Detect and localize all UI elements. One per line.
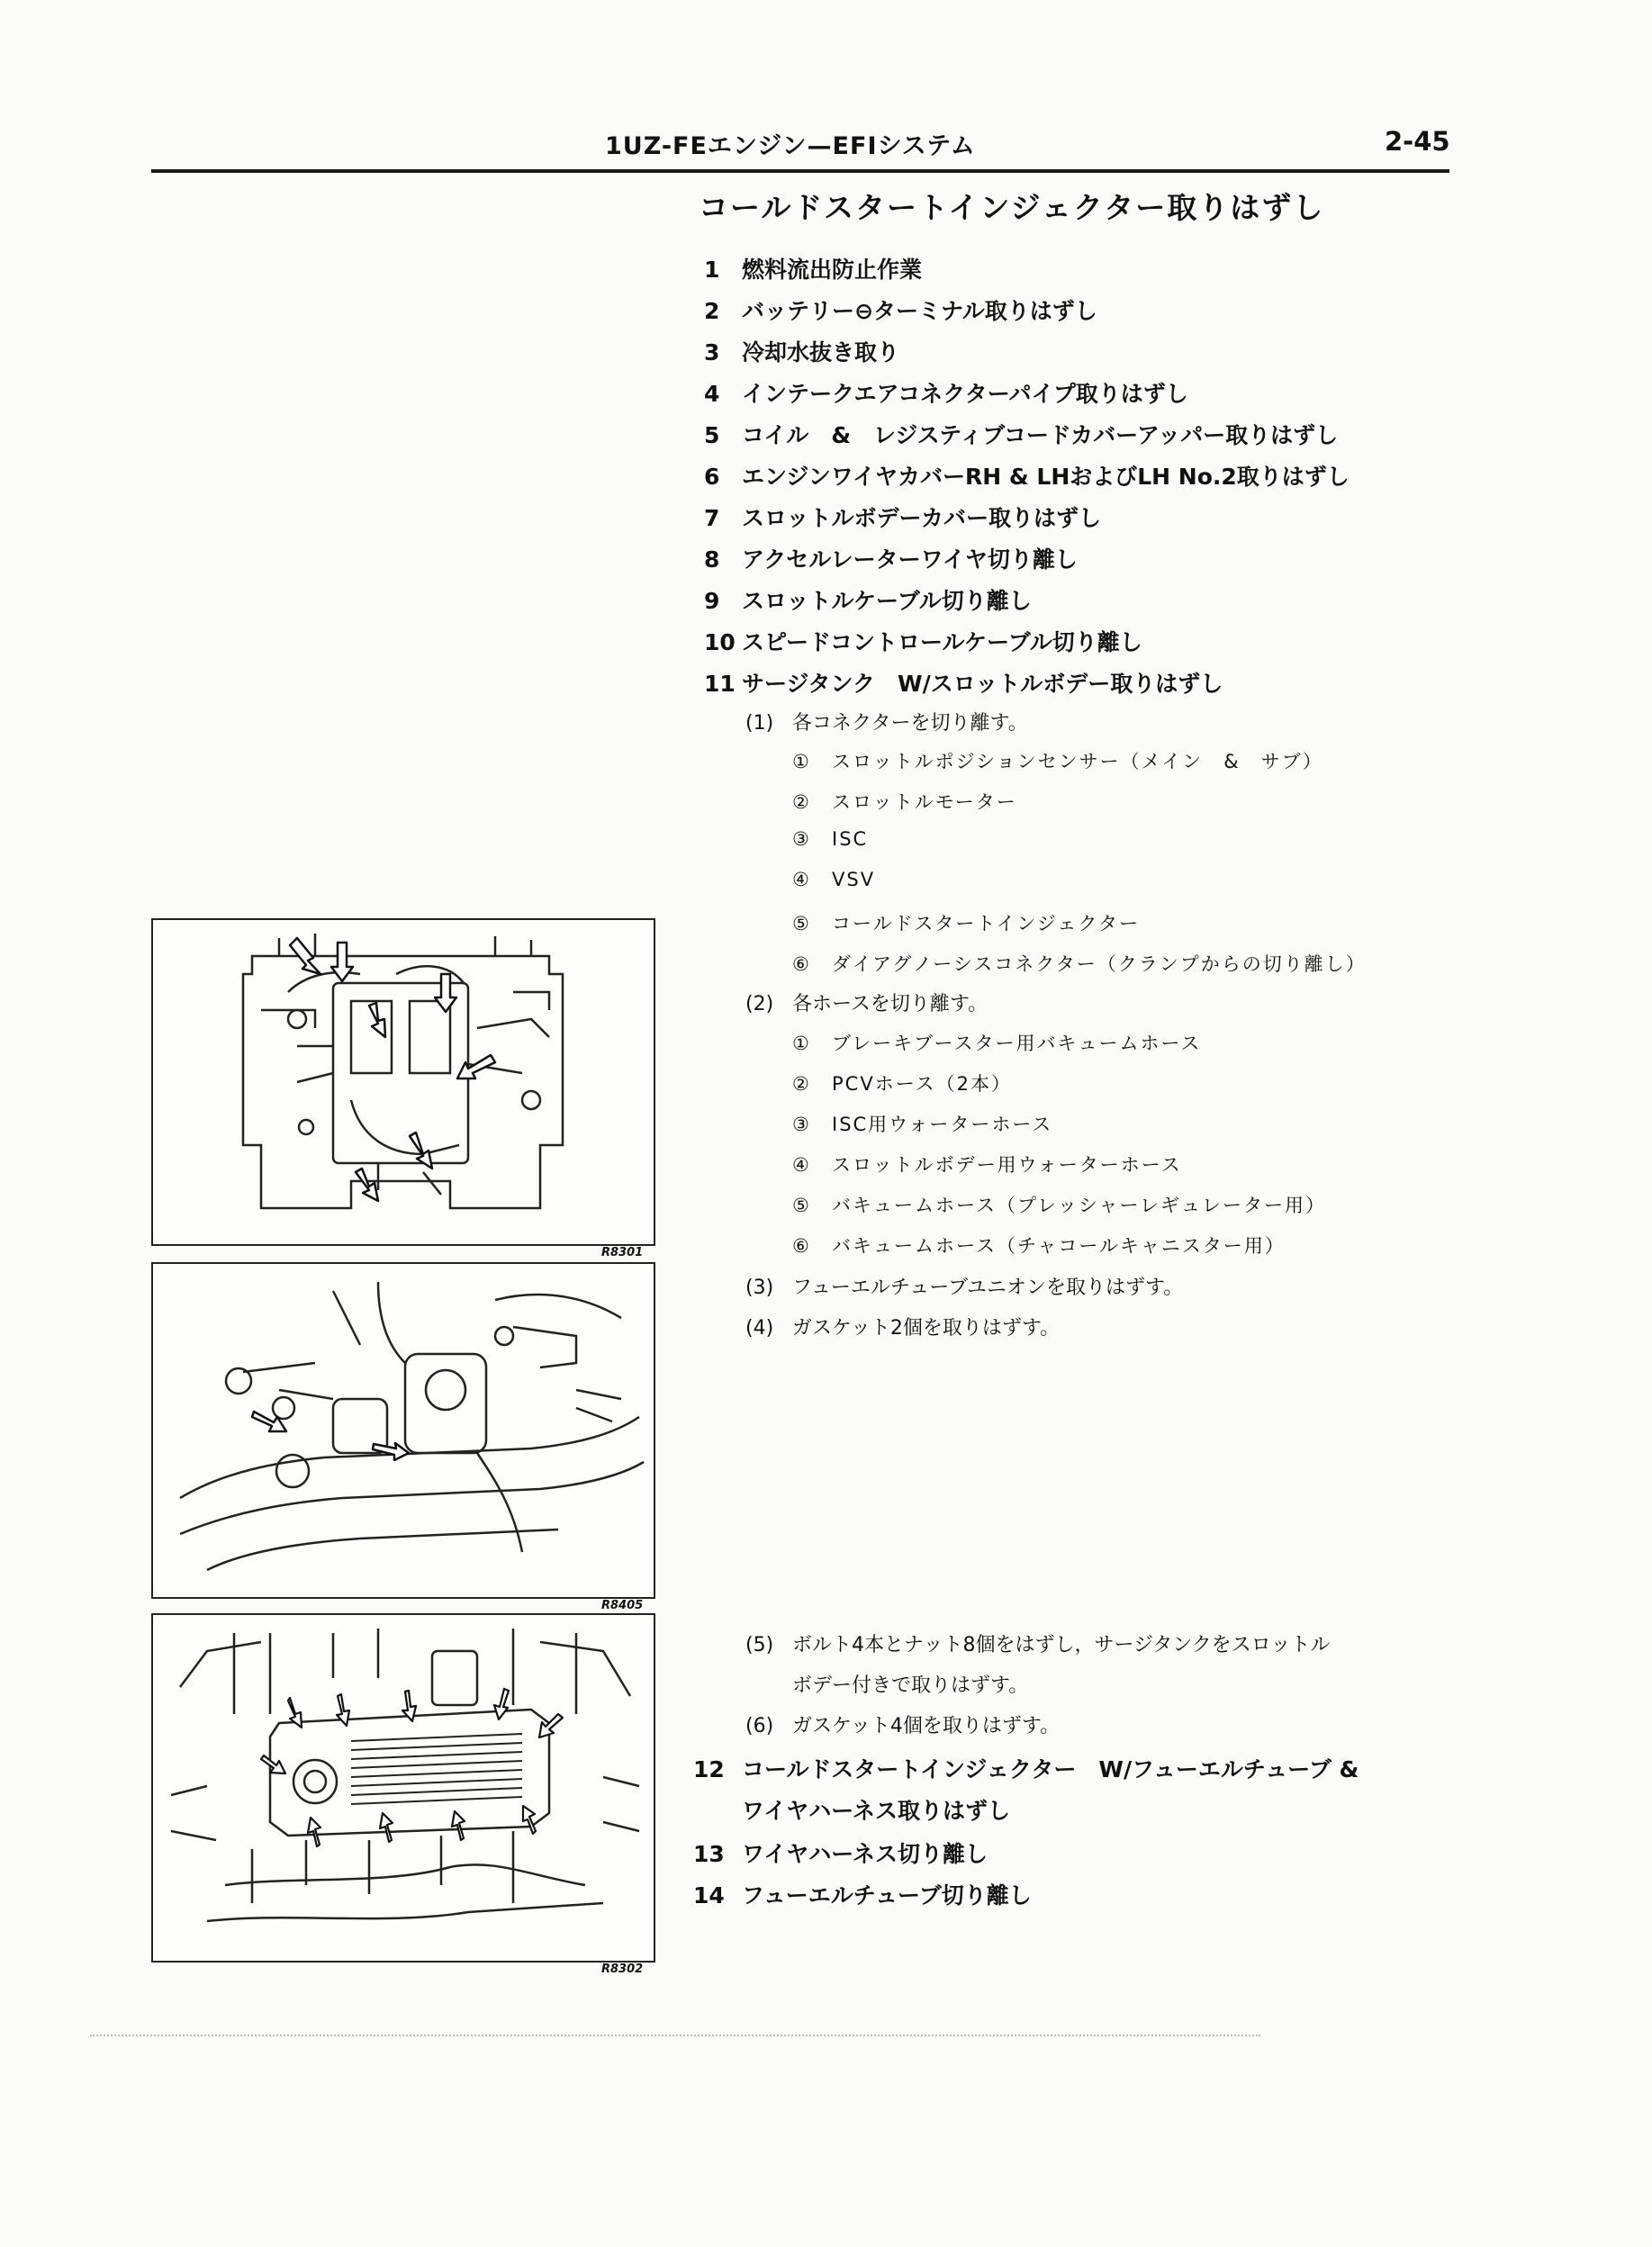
step-number: 7 xyxy=(704,505,720,531)
fuel-tube-union-illustration xyxy=(153,1264,654,1597)
step-number: 8 xyxy=(704,546,720,573)
substep-5-continuation: ボデー付きで取りはずす。 xyxy=(792,1674,1029,1697)
step-13 xyxy=(693,1836,988,1872)
step-text: フューエルチューブ切り離し xyxy=(742,1882,1032,1909)
substep-6 xyxy=(745,1710,1060,1738)
item-marker: ③ xyxy=(792,1114,811,1135)
item-marker: ③ xyxy=(792,828,811,850)
step-number: 9 xyxy=(704,588,720,614)
item-text: バキュームホース（チャコールキャニスター用） xyxy=(832,1235,1286,1257)
step-number: 4 xyxy=(704,381,720,407)
hose-item xyxy=(792,1151,1182,1178)
item-text: ダイアグノーシスコネクター（クランプからの切り離し） xyxy=(832,953,1367,975)
step-number: 6 xyxy=(704,464,720,490)
hose-item xyxy=(792,1069,1012,1096)
step-number: 5 xyxy=(704,422,720,448)
step-text: アクセルレーターワイヤ切り離し xyxy=(742,546,1078,573)
item-text: ISC用ウォーターホース xyxy=(832,1114,1053,1135)
hose-item xyxy=(792,1232,1286,1259)
step-12 xyxy=(693,1752,1359,1788)
substep-number: (4) xyxy=(745,1317,774,1340)
item-marker: ① xyxy=(792,1033,811,1054)
substep-number: (5) xyxy=(745,1634,774,1656)
step-text: 冷却水抜き取り xyxy=(742,339,900,365)
substep-text: ガスケット4個を取りはずす。 xyxy=(792,1715,1061,1737)
connector-item xyxy=(792,788,1017,815)
figure-code: R8302 xyxy=(601,1963,644,1976)
figure-code: R8301 xyxy=(601,1246,644,1259)
step-10 xyxy=(704,625,1142,661)
step-text: バッテリー⊖ターミナル取りはずし xyxy=(742,298,1097,324)
step-number: 13 xyxy=(693,1841,725,1867)
item-text: スロットルボデー用ウォーターホース xyxy=(832,1154,1182,1176)
step-number: 10 xyxy=(704,629,736,655)
step-number: 12 xyxy=(693,1756,725,1782)
step-text: 燃料流出防止作業 xyxy=(742,257,923,283)
figure-engine-top-view xyxy=(151,918,655,1246)
step-9 xyxy=(704,583,1032,619)
step-text: スロットルケーブル切り離し xyxy=(742,588,1032,614)
connector-item xyxy=(792,747,1323,774)
step-number: 11 xyxy=(704,671,736,697)
step-1 xyxy=(704,252,922,288)
substep-text: 各ホースを切り離す。 xyxy=(792,993,988,1015)
substep-3 xyxy=(745,1272,1183,1300)
connector-item xyxy=(792,950,1367,977)
step-14 xyxy=(693,1878,1032,1914)
step-text: ワイヤハーネス切り離し xyxy=(742,1841,988,1867)
substep-5 xyxy=(745,1629,1330,1657)
substep-text: ボルト4本とナット8個をはずし，サージタンクをスロットル xyxy=(792,1634,1331,1656)
substep-number: (2) xyxy=(745,993,774,1015)
item-marker: ⑤ xyxy=(792,1195,811,1216)
substep-number: (1) xyxy=(745,712,774,735)
connector-item xyxy=(792,909,1140,936)
item-marker: ⑥ xyxy=(792,1235,811,1257)
step-text: エンジンワイヤカバーRH & LHおよびLH No.2取りはずし xyxy=(742,464,1350,490)
connector-item xyxy=(792,869,875,890)
figure-code: R8405 xyxy=(601,1599,644,1612)
page-bottom-dotted-line xyxy=(90,2035,1260,2036)
step-11 xyxy=(704,666,1223,702)
item-marker: ① xyxy=(792,751,811,772)
item-marker: ② xyxy=(792,791,811,813)
figure-surge-tank xyxy=(151,1613,655,1963)
item-marker: ⑥ xyxy=(792,953,811,975)
item-text: VSV xyxy=(832,869,876,890)
substep-number: (6) xyxy=(745,1715,774,1737)
page-header-title: 1UZ-FEエンジン—EFIシステム xyxy=(605,132,976,160)
substep-1 xyxy=(745,708,1028,735)
step-4 xyxy=(704,376,1188,412)
substep-4 xyxy=(745,1313,1060,1340)
item-text: ブレーキブースター用バキュームホース xyxy=(832,1033,1202,1054)
step-text: コイル & レジスティブコードカバーアッパー取りはずし xyxy=(742,422,1339,448)
substep-number: (3) xyxy=(745,1277,774,1299)
item-text: スロットルモーター xyxy=(832,791,1017,813)
step-text: サージタンク W/スロットルボデー取りはずし xyxy=(742,671,1223,697)
step-number: 1 xyxy=(704,257,720,283)
surge-tank-illustration xyxy=(153,1615,654,1961)
step-number: 3 xyxy=(704,339,720,365)
hose-item xyxy=(792,1110,1052,1137)
substep-text: 各コネクターを切り離す。 xyxy=(792,712,1028,735)
item-marker: ④ xyxy=(792,1154,811,1176)
step-12-continuation: ワイヤハーネス取りはずし xyxy=(742,1798,1011,1824)
header-rule xyxy=(151,169,1449,173)
item-text: バキュームホース（プレッシャーレギュレーター用） xyxy=(832,1195,1327,1216)
step-text: コールドスタートインジェクター W/フューエルチューブ & xyxy=(742,1756,1359,1782)
page-number: 2-45 xyxy=(1385,126,1450,157)
step-text: スロットルボデーカバー取りはずし xyxy=(742,505,1102,531)
step-3 xyxy=(704,335,899,371)
engine-top-illustration xyxy=(153,920,654,1244)
step-2 xyxy=(704,293,1097,329)
figure-fuel-tube-union xyxy=(151,1262,655,1599)
item-text: ISC xyxy=(832,828,869,850)
hose-item xyxy=(792,1029,1201,1056)
hose-item xyxy=(792,1191,1326,1218)
step-7 xyxy=(704,501,1101,537)
item-marker: ⑤ xyxy=(792,913,811,934)
section-title: コールドスタートインジェクター取りはずし xyxy=(699,190,1325,225)
step-8 xyxy=(704,542,1078,578)
step-text: インテークエアコネクターパイプ取りはずし xyxy=(742,381,1188,407)
step-text: スピードコントロールケーブル切り離し xyxy=(742,629,1142,655)
item-marker: ② xyxy=(792,1073,811,1095)
connector-item xyxy=(792,828,868,850)
substep-text: フューエルチューブユニオンを取りはずす。 xyxy=(792,1277,1184,1299)
substep-2 xyxy=(745,988,988,1016)
step-number: 14 xyxy=(693,1882,725,1909)
substep-text: ガスケット2個を取りはずす。 xyxy=(792,1317,1061,1340)
item-marker: ④ xyxy=(792,869,811,890)
step-5 xyxy=(704,418,1338,454)
item-text: スロットルポジションセンサー（メイン & サブ） xyxy=(832,751,1323,772)
step-6 xyxy=(704,459,1350,495)
step-number: 2 xyxy=(704,298,720,324)
item-text: コールドスタートインジェクター xyxy=(832,913,1140,934)
item-text: PCVホース（2本） xyxy=(832,1073,1013,1095)
